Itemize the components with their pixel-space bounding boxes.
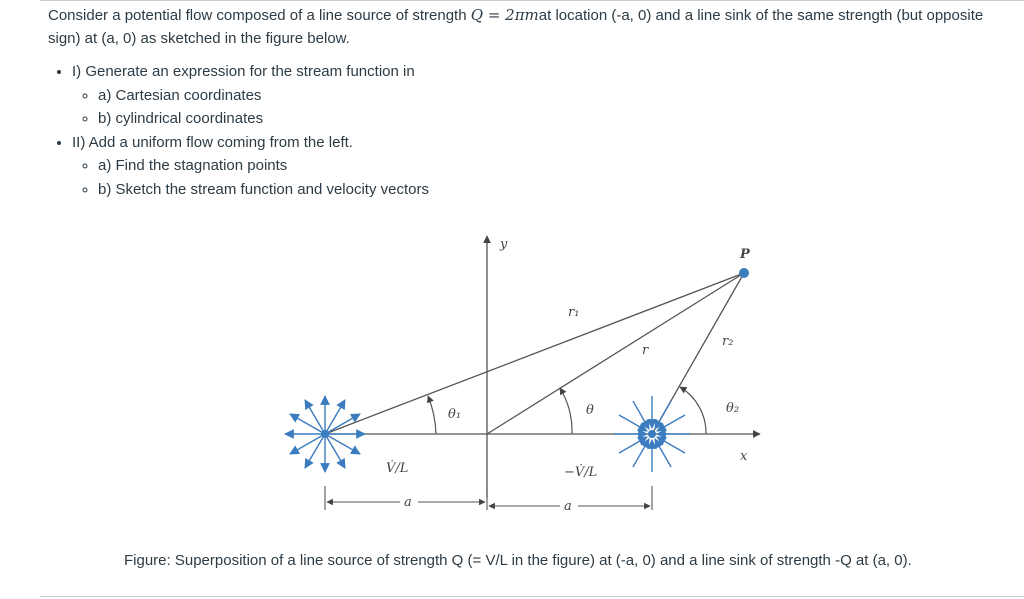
task-part-1-subitems [72, 84, 429, 131]
task-part-1-label: I) Generate an expression for the stream function in [72, 63, 415, 80]
task-list [48, 60, 429, 201]
source-strength-label: V̇/L [386, 461, 409, 476]
bottom-divider [40, 596, 1024, 597]
r1-line [325, 273, 744, 434]
theta1-arc [428, 396, 436, 434]
dimension-lines [325, 486, 652, 510]
intro-math: Q = 2πm [470, 6, 539, 24]
point-p-label: P [740, 247, 750, 262]
theta2-label: θ₂ [726, 401, 740, 416]
distance-right-label: a [564, 499, 572, 514]
intro-text-end: at location (-a, 0) and a line sink of the same strength (but opposite sign) at (a, 0) as sketched in the figure below. [48, 7, 984, 47]
task-part-1b: ◦ b) cylindrical coordinates [98, 107, 429, 131]
top-divider [40, 0, 1024, 1]
r2-label: r₂ [722, 334, 734, 349]
figure-caption: Figure: Superposition of a line source of strength Q (= V/L in the figure) at (-a, 0) and a line sink of strength -Q at (a, 0). [124, 552, 912, 569]
theta1-label: θ₁ [448, 407, 462, 422]
intro-text-start: Consider a potential flow composed of a line source of strength [48, 7, 471, 24]
y-axis-label: y [500, 237, 508, 252]
r1-label: r₁ [568, 305, 580, 320]
r-line [487, 273, 744, 434]
source-sink-figure [260, 228, 780, 528]
theta2-arc [680, 387, 706, 434]
task-part-2a: ◦ a) Find the stagnation points [98, 154, 429, 178]
task-part-1 [72, 60, 429, 131]
task-part-1a: ◦ a) Cartesian coordinates [98, 84, 429, 108]
x-axis-label: x [740, 449, 748, 464]
task-part-2-label: II) Add a uniform flow coming from the left. [72, 133, 353, 151]
r-label: r [642, 343, 649, 358]
task-part-2 [72, 131, 429, 202]
sink-strength-label: −V̇/L [564, 465, 598, 480]
theta-label: θ [586, 403, 594, 418]
distance-left-label: a [404, 495, 412, 510]
point-p [739, 268, 749, 278]
sink-point [648, 430, 656, 438]
source-point [321, 430, 329, 438]
theta-arc [560, 388, 572, 434]
problem-intro [48, 4, 988, 50]
task-part-2-subitems [72, 154, 429, 201]
task-part-2b: ◦ b) Sketch the stream function and velocity vectors [98, 178, 429, 202]
